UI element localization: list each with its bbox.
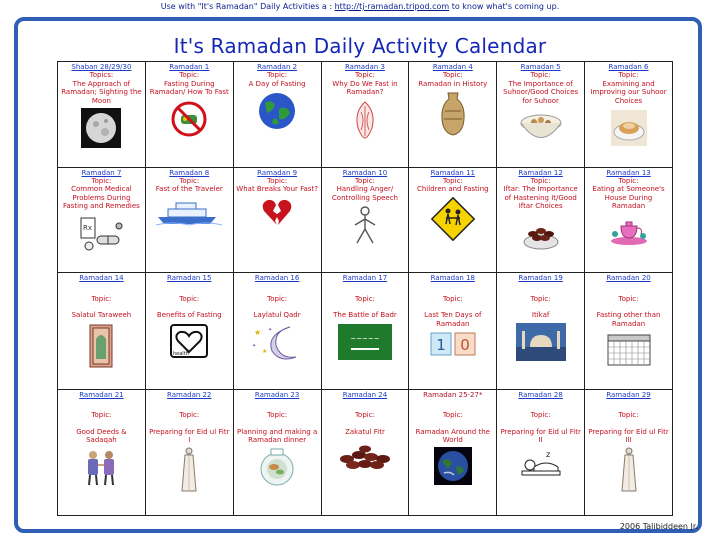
calendar-day-cell (145, 62, 233, 168)
topic-description: Ramadan Around the World (415, 427, 490, 444)
footer-credit: 2006 Talibiddeen Jr. (619, 522, 698, 531)
topic-description: Fasting During Ramadan/ How To Fast (149, 79, 229, 97)
calendar-day-cell (585, 167, 673, 273)
calendar-day-cell (58, 167, 146, 273)
children-sign-icon (411, 197, 494, 243)
day-heading[interactable]: Ramadan 21 (79, 390, 124, 399)
topic-description: A Day of Fasting (248, 79, 306, 88)
topic-description: The Importance of Suhoor/Good Choices for Suhoor (503, 79, 579, 105)
day-heading[interactable]: Ramadan 11 (430, 168, 475, 177)
calendar-day-cell (321, 273, 409, 389)
topic-description: Fasting other than Ramadan (596, 311, 661, 328)
topic-description: Last Ten Days of Ramadan (424, 311, 482, 328)
topic-description: The Battle of Badr (333, 311, 397, 320)
topic-description: Itikaf (531, 311, 550, 320)
svg-text:z: z (545, 450, 550, 460)
no-eating-icon (148, 100, 231, 140)
calendar-day-cell (145, 389, 233, 515)
calendar-day-cell (497, 167, 585, 273)
robe-icon (148, 447, 231, 495)
dates-bowl-icon (499, 214, 582, 254)
topic-label: Topic: (179, 177, 200, 186)
day-heading[interactable]: Ramadan 7 (81, 168, 122, 177)
dates-pile-icon (324, 439, 407, 473)
sleeping-icon (499, 447, 582, 481)
day-heading: Ramadan 25-27* (423, 390, 483, 399)
pastry-icon (587, 108, 670, 150)
svg-text:✦: ✦ (252, 342, 257, 349)
topic-description: Preparing for Eid ul Fitr I (149, 427, 230, 444)
ship-icon (148, 197, 231, 229)
calendar-day-cell (145, 167, 233, 273)
day-heading[interactable]: Ramadan 18 (430, 274, 475, 283)
topic-label: Topics: (89, 71, 114, 80)
calendar-day-cell (409, 167, 497, 273)
day-heading[interactable]: Ramadan 10 (342, 168, 388, 177)
topic-description: Preparing for Eid ul Fitr II (500, 427, 581, 444)
day-heading[interactable]: Ramadan 29 (606, 390, 651, 399)
topic-label: Topic: (179, 411, 200, 420)
crescent-stars-icon (236, 323, 319, 365)
calendar-day-cell (321, 62, 409, 168)
topic-description: Preparing for Eid ul Fitr III (588, 427, 669, 444)
day-heading[interactable]: Ramadan 3 (344, 63, 385, 71)
day-heading[interactable]: Ramadan 6 (608, 63, 649, 71)
moon-photo-icon (60, 108, 143, 150)
topic-label: Topic: (442, 294, 463, 303)
topic-description: Salatul Taraweeh (71, 311, 132, 320)
calendar-day-cell (409, 389, 497, 515)
calendar-row (58, 389, 673, 515)
calendar-day-cell (321, 167, 409, 273)
topic-label: Topic: (354, 71, 375, 80)
topic-label: Topic: (267, 411, 288, 420)
svg-text:health: health (173, 350, 190, 357)
day-heading[interactable]: Ramadan 22 (167, 390, 212, 399)
svg-text:✦: ✦ (268, 326, 273, 333)
vase-icon (411, 91, 494, 139)
calendar-icon (587, 331, 670, 369)
topic-description: Planning and making a Ramadan dinner (236, 427, 318, 444)
day-heading[interactable]: Ramadan 5 (520, 63, 561, 71)
day-heading[interactable]: Ramadan 17 (342, 274, 388, 283)
topic-label: Topic: (91, 411, 112, 420)
earth-photo-icon (411, 447, 494, 487)
broken-heart-icon (236, 197, 319, 229)
day-heading[interactable]: Ramadan 15 (167, 274, 212, 283)
day-heading[interactable]: Ramadan 28 (518, 390, 563, 399)
calendar-day-cell (409, 62, 497, 168)
calendar-day-cell (233, 389, 321, 515)
topic-description: Handling Anger/ Controlling Speech (331, 185, 398, 202)
day-heading[interactable]: Ramadan 2 (257, 63, 298, 71)
topic-description: Why Do We Fast in Ramadan? (332, 79, 398, 97)
calendar-day-cell (58, 62, 146, 168)
topic-label: Topic: (354, 411, 375, 420)
topic-label: Topic: (618, 411, 639, 420)
day-heading[interactable]: Ramadan 12 (518, 168, 563, 177)
number-block-text: 1 (436, 335, 446, 354)
stick-figure-icon (324, 205, 407, 247)
calendar-day-cell (321, 389, 409, 515)
topic-label: Topic: (442, 71, 463, 80)
topic-label: Topic: (179, 71, 200, 80)
calendar-row (58, 62, 673, 168)
calendar-table (57, 61, 673, 516)
prayer-rug-icon (60, 323, 143, 371)
topic-description: Laylatul Qadr (253, 311, 301, 320)
day-heading[interactable]: Ramadan 14 (79, 274, 124, 283)
topic-label: Topic: (179, 294, 200, 303)
calendar-day-cell (58, 273, 146, 389)
top-note (0, 2, 720, 11)
medicine-icon (60, 214, 143, 256)
tea-set-icon (587, 214, 670, 248)
two-people-icon (60, 447, 143, 489)
topic-label: Topic: (618, 294, 639, 303)
topic-label: Topic: (354, 177, 375, 186)
topic-description: The Approach of Ramadan; Sighting the Moon (61, 79, 142, 105)
topic-description: Benefits of Fasting (156, 311, 222, 320)
topic-label: Topic: (354, 294, 375, 303)
topic-description: Children and Fasting (416, 185, 489, 194)
calendar-row (58, 167, 673, 273)
topic-label: Topic: (267, 71, 288, 80)
globe-icon (236, 91, 319, 133)
topic-description: Ramadan in History (418, 79, 488, 88)
day-heading[interactable]: Shaban 28/29/30 (71, 63, 132, 71)
top-note-suffix: to know what's coming up. (451, 2, 560, 11)
calendar-day-cell (409, 273, 497, 389)
topic-description: Zakatul Fitr (345, 427, 385, 436)
number-block-text: 0 (460, 335, 470, 354)
page-title: It's Ramadan Daily Activity Calendar (173, 34, 547, 58)
calendar-day-cell (233, 167, 321, 273)
topic-description: What Breaks Your Fast? (236, 185, 318, 194)
topic-label: Topic: (267, 294, 288, 303)
flag-icon (324, 323, 407, 363)
mosque-icon (499, 323, 582, 363)
day-heading[interactable]: Ramadan 9 (257, 168, 298, 177)
calendar-day-cell (585, 273, 673, 389)
day-heading[interactable]: Ramadan 19 (518, 274, 563, 283)
topic-description: Common Medical Problems During Fasting and Remedies (63, 185, 140, 211)
topic-label: Topic: (618, 177, 639, 186)
cereal-bowl-icon (499, 108, 582, 148)
number-blocks-icon (411, 331, 494, 359)
topic-label: Topic: (618, 71, 639, 80)
day-heading[interactable]: Ramadan 13 (606, 168, 651, 177)
topic-label: Topic: (267, 177, 288, 186)
topic-description: Eating at Someone's House During Ramadan (592, 185, 665, 211)
calendar-day-cell (497, 62, 585, 168)
topic-description: Examining and Improving our Suhoor Choices (590, 79, 667, 105)
calendar-day-cell (145, 273, 233, 389)
topic-label: Topic: (442, 177, 463, 186)
svg-text:★: ★ (262, 347, 268, 355)
svg-text:★: ★ (254, 327, 262, 337)
calendar-day-cell (233, 62, 321, 168)
calendar-day-cell (497, 389, 585, 515)
topic-label: Topic: (530, 71, 551, 80)
top-note-prefix: Use with "It's Ramadan" Daily Activities a : (160, 2, 333, 11)
topic-label: Topic: (442, 411, 463, 420)
day-heading[interactable]: Ramadan 23 (254, 390, 300, 399)
calendar-row (58, 273, 673, 389)
svg-text:~~~~~: ~~~~~ (350, 334, 380, 343)
topic-description: Fast of the Traveler (155, 185, 223, 194)
day-heading[interactable]: Ramadan 16 (254, 274, 300, 283)
topic-description: Good Deeds & Sadaqah (76, 427, 127, 444)
calendar-day-cell (585, 389, 673, 515)
day-heading[interactable]: Ramadan 20 (606, 274, 651, 283)
topic-label: Topic: (91, 177, 112, 186)
calendar-day-cell (497, 273, 585, 389)
dinner-plate-icon (236, 447, 319, 489)
site-link[interactable]: http://tj-ramadan.tripod.com (334, 2, 450, 11)
calendar-day-cell (58, 389, 146, 515)
robe-icon (587, 447, 670, 495)
topic-label: Topic: (91, 294, 112, 303)
svg-text:Rx: Rx (83, 223, 93, 232)
shell-icon (324, 100, 407, 142)
day-heading[interactable]: Ramadan 24 (342, 390, 388, 399)
day-heading[interactable]: Ramadan 1 (169, 63, 210, 71)
health-heart-icon (148, 323, 231, 361)
topic-label: Topic: (530, 177, 551, 186)
topic-label: Topic: (530, 411, 551, 420)
day-heading[interactable]: Ramadan 8 (169, 168, 210, 177)
topic-description: Iftar: The Importance of Hastening It/Good Iftar Choices (503, 185, 578, 211)
topic-label: Topic: (530, 294, 551, 303)
calendar-day-cell (233, 273, 321, 389)
day-heading[interactable]: Ramadan 4 (432, 63, 473, 71)
calendar-day-cell (585, 62, 673, 168)
